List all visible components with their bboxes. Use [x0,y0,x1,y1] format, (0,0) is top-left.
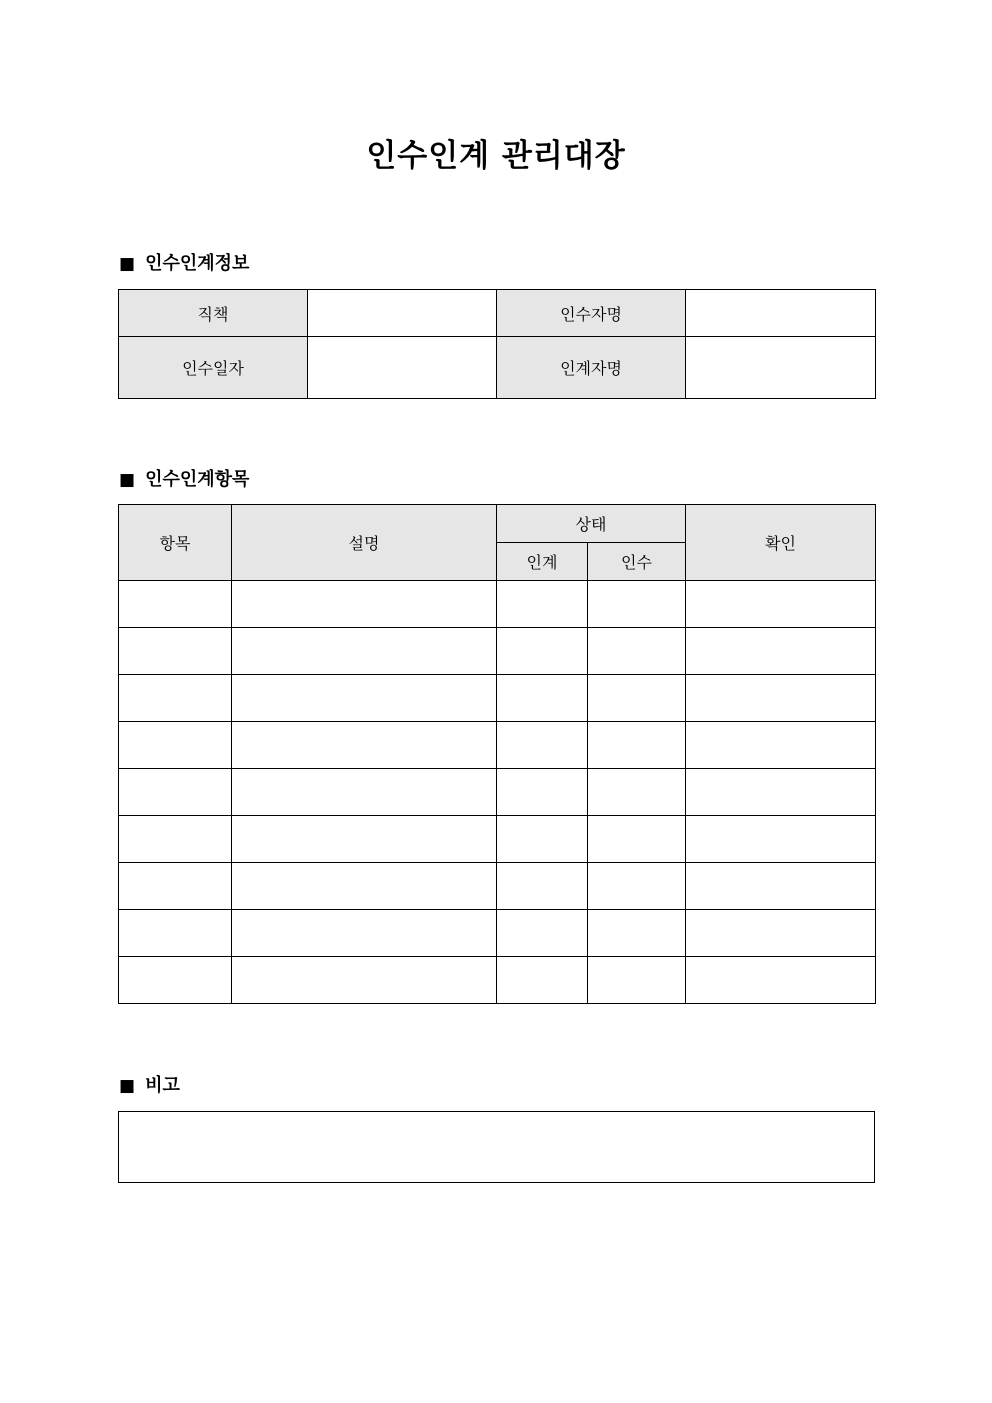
receive-cell[interactable] [588,581,686,628]
description-cell[interactable] [232,581,497,628]
handover-cell[interactable] [497,722,588,769]
handover-name-label: 인계자명 [497,337,686,399]
item-cell[interactable] [119,863,232,910]
header-item: 항목 [119,505,232,581]
table-row [119,910,876,957]
description-cell[interactable] [232,863,497,910]
section-title-info [119,252,249,276]
header-status-receive: 인수 [588,543,686,581]
description-cell[interactable] [232,769,497,816]
confirm-cell[interactable] [686,722,876,769]
description-cell[interactable] [232,816,497,863]
description-cell[interactable] [232,722,497,769]
table-row [119,675,876,722]
receive-cell[interactable] [588,910,686,957]
item-cell[interactable] [119,675,232,722]
section-title-remarks [119,1074,180,1098]
items-table [118,504,876,1004]
confirm-cell[interactable] [686,910,876,957]
receive-cell[interactable] [588,722,686,769]
handover-cell[interactable] [497,816,588,863]
square-bullet-icon: ■ [119,470,136,490]
section-title-items [119,468,249,492]
table-row [119,769,876,816]
header-status: 상태 [497,505,686,543]
confirm-cell[interactable] [686,957,876,1004]
header-description: 설명 [232,505,497,581]
handover-cell[interactable] [497,675,588,722]
item-cell[interactable] [119,769,232,816]
confirm-cell[interactable] [686,863,876,910]
header-confirm: 확인 [686,505,876,581]
section-title-remarks-label: 비고 [145,1075,180,1096]
confirm-cell[interactable] [686,581,876,628]
section-title-items-label: 인수인계항목 [145,469,250,490]
position-label: 직책 [119,290,308,337]
description-cell[interactable] [232,957,497,1004]
receive-cell[interactable] [588,628,686,675]
receive-date-label: 인수일자 [119,337,308,399]
receive-cell[interactable] [588,769,686,816]
handover-cell[interactable] [497,910,588,957]
table-row [119,957,876,1004]
square-bullet-icon: ■ [119,254,136,274]
position-field[interactable] [308,290,497,337]
description-cell[interactable] [232,628,497,675]
handover-cell[interactable] [497,863,588,910]
item-cell[interactable] [119,957,232,1004]
receive-cell[interactable] [588,675,686,722]
item-cell[interactable] [119,816,232,863]
table-row [119,628,876,675]
item-cell[interactable] [119,628,232,675]
receiver-name-field[interactable] [686,290,876,337]
table-row [119,863,876,910]
table-row [119,581,876,628]
handover-cell[interactable] [497,628,588,675]
confirm-cell[interactable] [686,769,876,816]
confirm-cell[interactable] [686,816,876,863]
confirm-cell[interactable] [686,675,876,722]
document-title: 인수인계 관리대장 [366,138,626,174]
handover-cell[interactable] [497,957,588,1004]
description-cell[interactable] [232,675,497,722]
confirm-cell[interactable] [686,628,876,675]
item-cell[interactable] [119,581,232,628]
handover-name-field[interactable] [686,337,876,399]
section-title-info-label: 인수인계정보 [145,253,250,274]
header-status-handover: 인계 [497,543,588,581]
remarks-table [118,1111,875,1183]
handover-cell[interactable] [497,769,588,816]
receive-cell[interactable] [588,957,686,1004]
receive-cell[interactable] [588,863,686,910]
item-cell[interactable] [119,910,232,957]
receiver-name-label: 인수자명 [497,290,686,337]
info-table [118,289,876,399]
table-row [119,722,876,769]
remarks-field[interactable] [119,1112,875,1183]
handover-cell[interactable] [497,581,588,628]
receive-cell[interactable] [588,816,686,863]
description-cell[interactable] [232,910,497,957]
square-bullet-icon: ■ [119,1076,136,1096]
table-row [119,816,876,863]
item-cell[interactable] [119,722,232,769]
receive-date-field[interactable] [308,337,497,399]
